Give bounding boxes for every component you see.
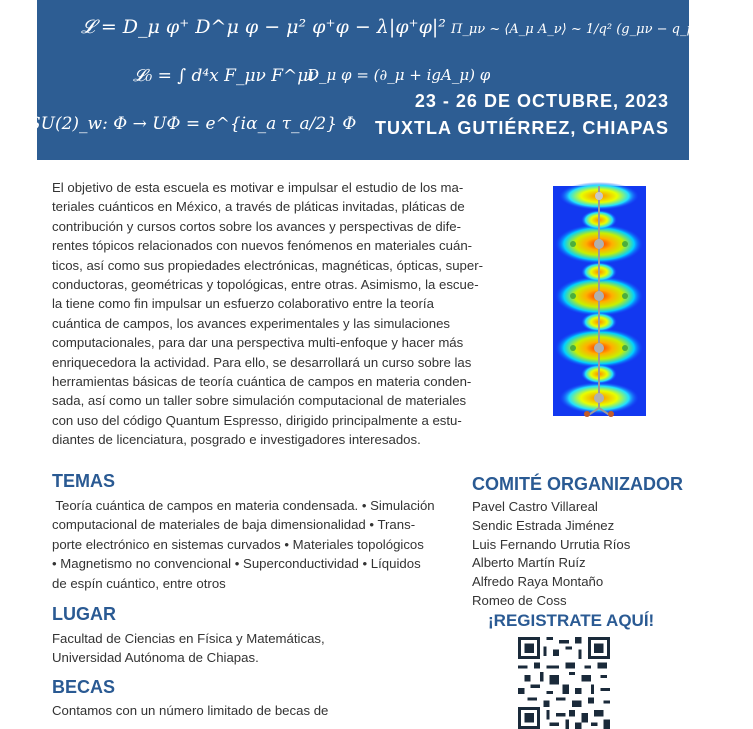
intro-line: El objetivo de esta escuela es motivar e impulsar el estudio de los ma- — [52, 180, 464, 195]
intro-line: herramientas básicas de teoría cuántica de campos en materia conden- — [52, 374, 472, 390]
intro-line: diantes de licenciatura, posgrado e investigadores interesados. — [52, 432, 421, 448]
comite-member-list — [472, 498, 630, 611]
intro-line: rentes tópicos relacionados con nuevos fenómenos en materiales cuán- — [52, 238, 473, 254]
charge-density-image — [553, 186, 646, 416]
equation-action: 𝓛₀ = ∫ d⁴x F_μν F^μν — [133, 66, 319, 86]
intro-line: computacionales, para dar una perspectiva multi-enfoque y hacer más — [52, 335, 464, 351]
equation-propagator: Π_μν ~ ⟨A_μ A_ν⟩ ~ 1/q² (g_μν − q_μ q_ν / q²) — [451, 22, 753, 37]
intro-line: contribución y cursos cortos sobre los avances y perspectivas de dife- — [52, 218, 462, 234]
register-link[interactable]: ¡REGISTRATE AQUÍ! — [488, 611, 655, 630]
comite-member: Alfredo Raya Montaño — [472, 574, 604, 590]
intro-line: conductoras, geométricas y topológicas, entre otras. Asimismo, la escue- — [52, 277, 479, 293]
equation-su2: SU(2)_w: Φ → UΦ = e^{iα_a τ_a/2} Φ — [29, 114, 357, 134]
comite-heading: COMITÉ ORGANIZADOR — [472, 474, 683, 494]
intro-line: con uso del código Quantum Espresso, dirigido principalmente a estu- — [52, 412, 462, 428]
becas-heading: BECAS — [52, 677, 116, 697]
equation-lagrangian: 𝓛 = D_μ φ⁺ D^μ φ − μ² φ⁺φ − λ|φ⁺φ|² — [81, 16, 446, 38]
temas-heading: TEMAS — [52, 471, 115, 491]
equation-covariant: D_μ φ = (∂_μ + igA_μ) φ — [307, 66, 491, 84]
event-location: TUXTLA GUTIÉRREZ, CHIAPAS — [375, 118, 669, 138]
comite-member: Sendic Estrada Jiménez — [472, 517, 615, 533]
header-banner — [29, 0, 753, 160]
intro-line: la tiene como fin impulsar un esfuerzo colaborativo entre la teoría — [52, 296, 434, 312]
comite-member: Romeo de Coss — [472, 592, 567, 608]
temas-line: porte electrónico en sistemas curvados • Materiales topológicos — [52, 536, 424, 552]
event-dates: 23 - 26 DE OCTUBRE, 2023 — [414, 91, 669, 111]
lugar-text — [52, 629, 472, 668]
intro-line: enriquecedora la actividad. Para ello, se desarrollará un curso sobre las — [52, 354, 472, 370]
temas-line: Teoría cuántica de campos en materia condensada. • Simulación — [52, 498, 435, 513]
comite-member: Alberto Martín Ruíz — [472, 555, 586, 571]
comite-member: Pavel Castro Villareal — [472, 499, 598, 514]
temas-line: • Magnetismo no convencional • Superconductividad • Líquidos — [52, 556, 421, 572]
lugar-line: Universidad Autónoma de Chiapas. — [52, 650, 259, 666]
intro-line: ticos, así como sus propiedades electrónicas, magnéticas, ópticas, super- — [52, 257, 484, 273]
intro-line: sada, así como un taller sobre simulación computacional de materiales — [52, 393, 467, 409]
comite-member: Luis Fernando Urrutia Ríos — [472, 536, 631, 552]
qr-code-icon[interactable] — [518, 637, 610, 729]
lugar-heading: LUGAR — [52, 604, 116, 624]
temas-text — [52, 496, 472, 593]
intro-line: teriales cuánticos en México, a través de pláticas invitadas, pláticas de — [52, 199, 465, 215]
becas-line: Contamos con un número limitado de becas de — [52, 703, 329, 718]
intro-line: cuántica de campos, los avances experimentales y las simulaciones — [52, 315, 451, 331]
temas-line: de espín cuántico, entre otros — [52, 575, 226, 591]
event-dates-location — [375, 88, 669, 142]
temas-line: computacional de materiales de baja dimensionalidad • Trans- — [52, 517, 416, 533]
becas-text — [52, 701, 472, 720]
intro-paragraph — [52, 178, 492, 450]
lugar-line: Facultad de Ciencias en Física y Matemáticas, — [52, 631, 325, 646]
